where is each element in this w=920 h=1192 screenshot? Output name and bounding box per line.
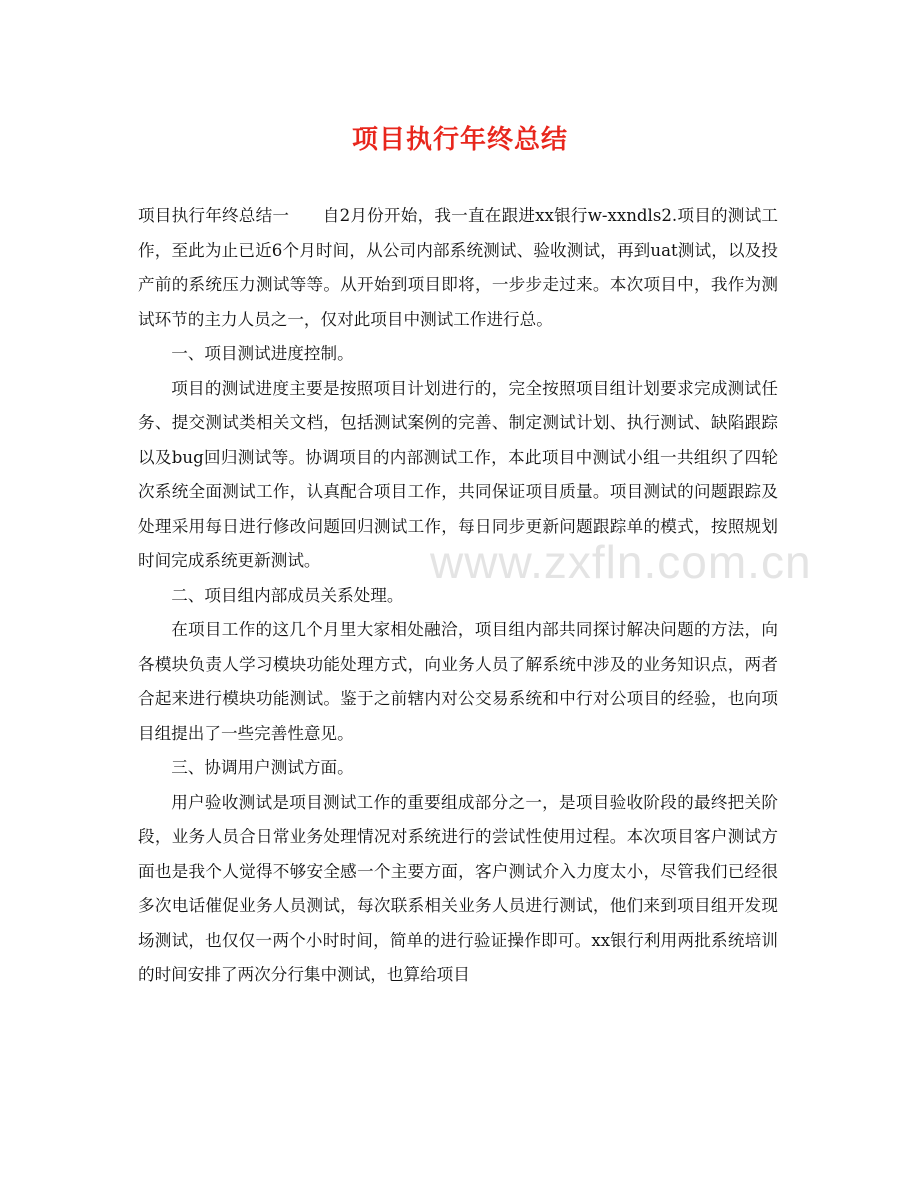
paragraph-section-1: 项目的测试进度主要是按照项目计划进行的，完全按照项目组计划要求完成测试任务、提交测试类相关文档，包括测试案例的完善、制定测试计划、执行测试、缺陷跟踪以及bug回归测试等。协调项目的内部测试工作，本此项目中测试小组一共组织了四轮次系统全面测试工作，认真配合项目工作，共同保证项目质量。项目测试的问题跟踪及处理采用每日进行修改问题回归测试工作，每日同步更新问题跟踪单的模式，按照规划时间完成系统更新测试。: [138, 378, 778, 570]
section-heading-2: 二、项目组内部成员关系处理。: [171, 585, 404, 605]
paragraph-intro: 项目执行年终总结一 自2月份开始，我一直在跟进xx银行w-xxndls2.项目的测试工作，至此为止已近6个月时间，从公司内部系统测试、验收测试，再到uat测试，以及投产前的系统压力测试等等。从开始到项目即将，一步步走过来。本次项目中，我作为测试环节的主力人员之一，仅对此项目中测试工作进行总。: [138, 206, 778, 329]
section-heading-1: 一、项目测试进度控制。: [171, 344, 354, 363]
paragraph-section-3: 用户验收测试是项目测试工作的重要组成部分之一，是项目验收阶段的最终把关阶段，业务人员合日常业务处理情况对系统进行的尝试性使用过程。本次项目客户测试方面也是我个人觉得不够安全感一个主要方面，客户测试介入力度太小，尽管我们已经很多次电话催促业务人员测试，每次联系相关业务人员进行测试，他们来到项目组开发现场测试，也仅仅一两个小时时间，简单的进行验证操作即可。xx银行利用两批系统培训的时间安排了两次分行集中测试，也算给项目: [138, 792, 778, 984]
paragraph-section-2: 在项目工作的这几个月里大家相处融洽，项目组内部共同探讨解决问题的方法，向各模块负责人学习模块功能处理方式，向业务人员了解系统中涉及的业务知识点，两者合起来进行模块功能测试。鉴于之前辖内对公交易系统和中行对公项目的经验，也向项目组提出了一些完善性意见。: [138, 620, 778, 743]
document-body: [138, 199, 778, 993]
watermark-text: www.zxfln.com.cn: [430, 536, 812, 588]
document-title: 项目执行年终总结: [351, 125, 568, 155]
section-heading-3: 三、协调用户测试方面。: [171, 758, 354, 777]
